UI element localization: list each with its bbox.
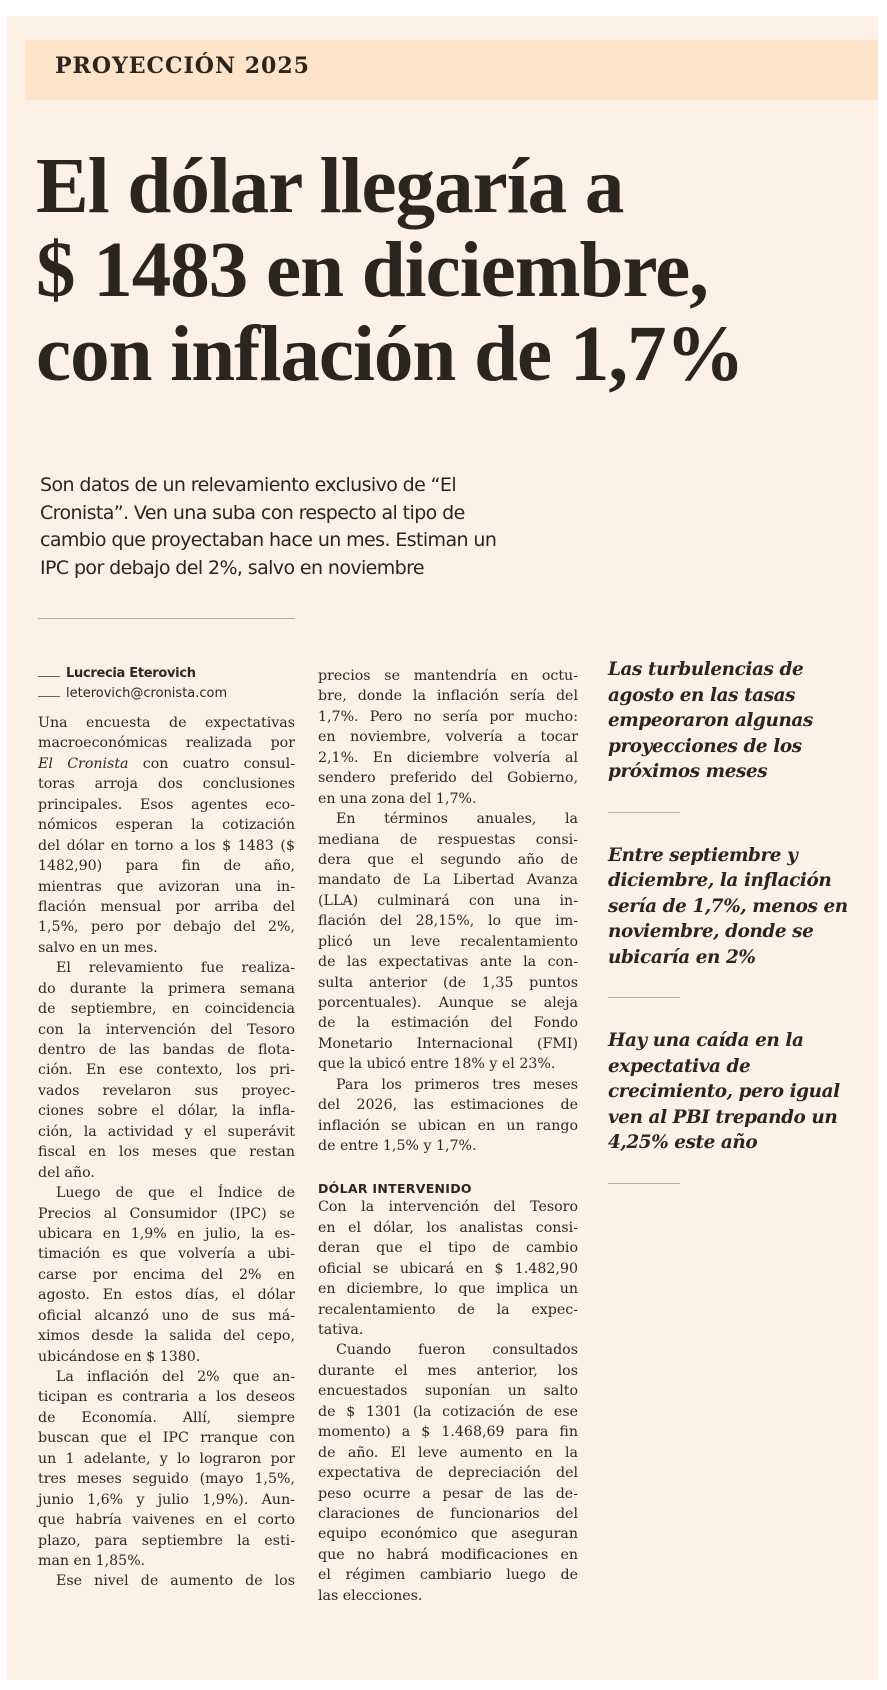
pull-quote-line: noviembre, donde se [608, 921, 814, 942]
body-line: flación mensual por arriba del [38, 898, 295, 915]
body-line: carse por encima del 2% en [38, 1266, 295, 1283]
body-line: oficial alcanzó uno de sus má- [38, 1307, 295, 1324]
body-line: porcentuales). Aunque se aleja [318, 995, 578, 1011]
body-line: de entre 1,5% y 1,7%. [318, 1138, 477, 1155]
body-line: man en 1,85%. [38, 1552, 146, 1569]
body-line: ximos desde la salida del cepo, [38, 1328, 295, 1345]
body-line: ción. En ese contexto, los pri- [38, 1062, 295, 1079]
body-line: expectativa de depreciación del [318, 1465, 578, 1482]
body-line: con la intervención del Tesoro [38, 1021, 295, 1038]
headline-line: El dólar llegaría a [36, 143, 624, 230]
pull-quote-line: expectativa de [608, 1055, 751, 1077]
deck-line: IPC por debajo del 2%, salvo en noviembre [40, 556, 425, 579]
body-line: timación es que volvería a ubi- [38, 1246, 295, 1263]
body-line: recalentamiento de la expec- [318, 1301, 578, 1318]
body-line: sulta anterior (de 1,35 puntos [318, 974, 578, 991]
headline-line: con inflación de 1,7% [36, 311, 744, 398]
pull-quote-line: próximos meses [608, 761, 768, 782]
headline-line: $ 1483 en diciembre, [36, 227, 708, 314]
body-line: claraciones de funcionarios del [318, 1505, 578, 1522]
byline-dash [38, 696, 60, 697]
body-line: vados revelaron sus proyec- [38, 1082, 295, 1099]
pull-quotes [608, 657, 858, 1214]
body-line: deran que el tipo de cambio [318, 1240, 578, 1257]
body-line: buscan que el IPC rranque con [38, 1430, 295, 1447]
body-line: del año. [38, 1164, 95, 1181]
body-line: fiscal en los meses que restan [38, 1144, 295, 1161]
body-line: nómicos esperan la cotización [38, 817, 295, 834]
body-line: inflación se ubican en un rango [318, 1117, 578, 1134]
body-line: El relevamiento fue realiza- [56, 960, 295, 977]
section-kicker: PROYECCIÓN 2025 [55, 53, 310, 79]
body-line: Cuando fueron consultados [336, 1342, 578, 1359]
pull-quote-divider [608, 1183, 680, 1184]
body-line-rest: con cuatro consul- [128, 755, 295, 772]
body-line: ciones sobre el dólar, la infla- [38, 1103, 295, 1120]
body-line: que habría vaivenes en el corto [38, 1512, 295, 1529]
body-line: Luego de que el Índice de [56, 1185, 295, 1202]
pull-quote-line: Hay una caída en la [608, 1030, 804, 1051]
body-line: bre, donde la inflación sería del [318, 688, 578, 705]
body-line: de las expectativas ante la con- [318, 954, 578, 971]
body-line: Monetario Internacional (FMI) [318, 1035, 578, 1052]
body-line: del dólar en torno a los $ 1483 ($ [38, 837, 295, 854]
body-line: agosto. En estos días, el dólar [38, 1287, 295, 1304]
pull-quote-line: ven al PBI trepando un [608, 1106, 838, 1128]
body-line: 1482,90) para fin de año, [38, 858, 295, 875]
pull-quote-line: empeoraron algunas [608, 710, 813, 731]
deck-line: cambio que proyectaban hace un mes. Estiman un [40, 529, 497, 551]
body-line: ción, la actividad y el superávit [38, 1123, 295, 1140]
body-line: un 1 adelante, y lo lograron por [38, 1450, 295, 1467]
body-line: en el dólar, los analistas consi- [318, 1219, 578, 1236]
pull-quote-line: Entre septiembre y [608, 844, 798, 866]
body-line: ticipan es contraria a los deseos [38, 1389, 295, 1406]
body-line: las elecciones. [318, 1587, 423, 1604]
body-line: de la estimación del Fondo [318, 1015, 578, 1032]
blank-line [318, 1157, 578, 1177]
body-line: encuestados suponían un salto [318, 1383, 578, 1400]
body-line: ubicándose en $ 1380. [38, 1348, 201, 1365]
body-line: flación del 28,15%, lo que im- [318, 913, 578, 930]
body-line: equipo económico que aseguran [318, 1526, 578, 1543]
body-line: Con la intervención del Tesoro [318, 1199, 578, 1216]
body-line: 2,1%. En diciembre volvería al [318, 749, 578, 766]
body-line: macroeconómicas realizada por [38, 735, 295, 752]
author-name: Lucrecia Eterovich [66, 666, 196, 681]
body-line: sendero preferido del Gobierno, [318, 770, 578, 787]
publication-name: El Cronista [38, 755, 129, 772]
body-line: plazo, para septiembre la esti- [38, 1532, 295, 1549]
pull-quote [608, 657, 858, 785]
author-email[interactable]: leterovich@cronista.com [66, 686, 228, 701]
body-line: 1,5%, pero por debajo del 2%, [38, 919, 295, 936]
body-line: que la ubicó entre 18% y el 23%. [318, 1056, 556, 1073]
body-line: (LLA) culminará con una in- [318, 892, 578, 909]
body-line [38, 754, 295, 774]
body-line: de septiembre, en coincidencia [38, 1001, 295, 1018]
pull-quote [608, 1028, 858, 1156]
pull-quote-divider [608, 812, 680, 813]
body-line: mandato de La Libertad Avanza [318, 872, 578, 889]
body-line: Una encuesta de expectativas [38, 715, 295, 731]
body-line: en noviembre, volvería a tocar [318, 729, 578, 746]
body-line: do durante la primera semana [38, 980, 295, 997]
body-line: dentro de las bandas de flota- [38, 1042, 295, 1058]
body-line: momento) a $ 1.468,69 para fin [318, 1424, 578, 1441]
pull-quote-line: ubicaría en 2% [608, 946, 756, 968]
body-line: del 2026, las estimaciones de [318, 1097, 578, 1114]
pull-quote-line: diciembre, la inflación [608, 870, 832, 891]
pull-quote-line: 4,25% este año [608, 1132, 758, 1153]
body-line: dera que el segundo año de [318, 851, 578, 868]
deck-line: Cronista”. Ven una suba con respecto al tipo de [40, 501, 465, 524]
pull-quote-line: agosto en las tasas [608, 684, 796, 706]
body-line: precios se mantendría en octu- [318, 668, 578, 684]
body-line: durante el mes anterior, los [318, 1362, 578, 1379]
body-line: mediana de respuestas consi- [318, 831, 578, 848]
body-line: tativa. [318, 1322, 364, 1338]
body-line: En términos anuales, la [336, 811, 578, 828]
deck [40, 472, 560, 582]
body-line: Para los primeros tres meses [336, 1076, 578, 1093]
body-line: La inflación del 2% que an- [56, 1369, 295, 1385]
pull-quote-line: proyecciones de los [608, 735, 802, 757]
body-line: de $ 1301 (la cotización de ese [318, 1403, 578, 1420]
body-line: 1,7%. Pero no sería por mucho: [318, 708, 578, 725]
section-subhead: DÓLAR INTERVENIDO [318, 1180, 472, 1196]
body-line: oficial se ubicará en $ 1.482,90 [318, 1260, 578, 1277]
body-line: toras arroja dos conclusiones [38, 776, 295, 793]
body-line: de año. El leve aumento en la [318, 1444, 578, 1461]
body-line: en una zona del 1,7%. [318, 790, 477, 807]
byline-dash [38, 676, 60, 677]
body-line: que no habrá modificaciones en [318, 1546, 578, 1563]
byline [38, 664, 227, 704]
pull-quote-line: Las turbulencias de [608, 659, 804, 680]
body-line: de Economía. Allí, siempre [38, 1409, 295, 1426]
headline [36, 145, 856, 397]
body-line: en diciembre, lo que implica un [318, 1281, 578, 1298]
pull-quote-line: sería de 1,7%, menos en [608, 895, 848, 917]
deck-divider [38, 618, 295, 619]
deck-line: Son datos de un relevamiento exclusivo de “El [40, 474, 457, 496]
body-line: Precios al Consumidor (IPC) se [38, 1205, 295, 1222]
body-line: salvo en un mes. [38, 939, 158, 956]
body-line: tres meses seguido (mayo 1,5%, [38, 1471, 295, 1488]
body-line: principales. Esos agentes eco- [38, 796, 295, 813]
body-line: Ese nivel de aumento de los [56, 1573, 295, 1590]
body-line: el régimen cambiario luego de [318, 1567, 578, 1584]
body-column-2 [318, 666, 578, 1606]
body-line: peso ocurre a pesar de las de- [318, 1485, 578, 1502]
body-line: plicó un leve recalentamiento [318, 933, 578, 950]
body-column-1 [38, 713, 295, 1592]
pull-quote-line: crecimiento, pero igual [608, 1081, 840, 1102]
body-line: junio 1,6% y julio 1,9%). Aun- [38, 1491, 295, 1508]
pull-quote [608, 843, 858, 971]
body-line: mientras que avizoran una in- [38, 878, 295, 895]
pull-quote-divider [608, 997, 680, 998]
body-line: ubicara en 1,9% en julio, la es- [38, 1225, 295, 1242]
